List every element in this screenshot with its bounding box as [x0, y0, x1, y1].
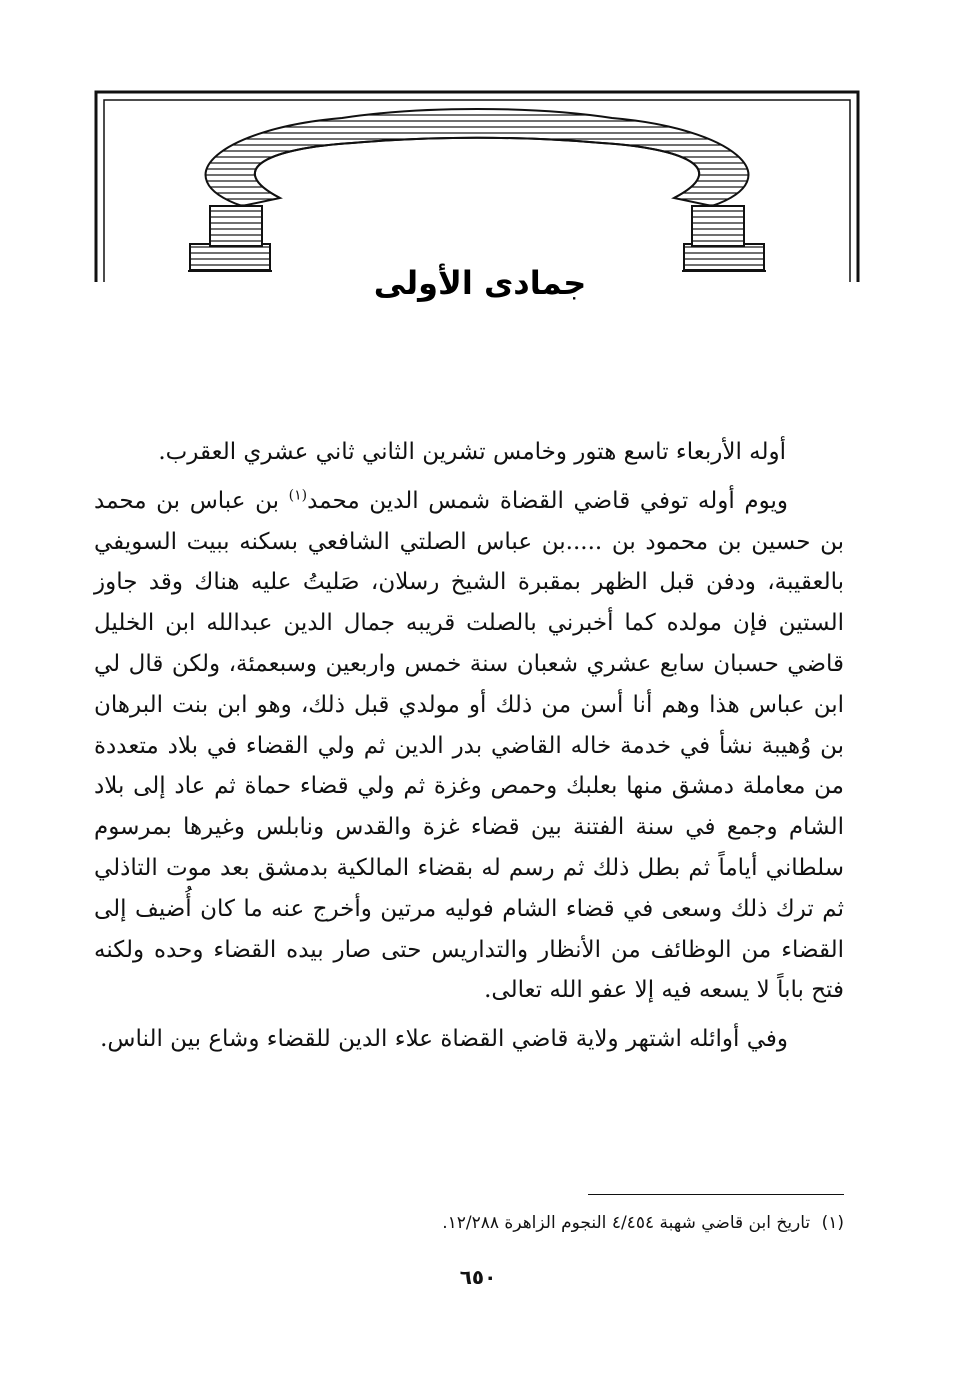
footnote-divider: [588, 1194, 844, 1195]
paragraph-month-start: أوله الأربعاء تاسع هتور وخامس تشرين الثاني ثاني عشري العقرب.: [158, 439, 786, 465]
footnote-text: تاريخ ابن قاضي شهبة ٤/٤٥٤ النجوم الزاهرة ١٢/٢٨٨.: [442, 1213, 811, 1233]
obituary-text-rest: بن عباس بن محمد بن حسين بن محمود بن .....بن عباس الصلتي الشافعي بسكنه ببيت السويفي بالعقيبة، ودفن قبل الظهر بمقبرة الشيخ رسلان، صَليتُ عليه هناك وقد جاوز الستين فإن مولده كما أخبرني بالصلت قريبه جمال الدين عبدالله ابن الخليل قاضي حسبان سابع عشري شعبان سنة خمس واربعين وسبعمئة، ولكن قال لي ابن عباس هذا وهم أنا أسن من ذلك أو مولدي قبل ذلك، وهو ابن بنت البرهان بن وُهيبة نشأ في خدمة خاله القاضي بدر الدين ثم ولي القضاء في بلاد متعددة من معاملة دمشق منها بعلبك وحمص وغزة ثم ولي قضاء حماة ثم عاد إلى بلاد الشام وجمع في سنة الفتنة بين قضاء غزة والقدس ونابلس وغيرها بمرسوم سلطاني أياماً ثم بطل ذلك ثم رسم له بقضاء المالكية بدمشق بعد موت التاذلي ثم ترك ذلك وسعى في قضاء الشام فوليه مرتين وأخرج عنه ما كان أُضيف إلى القضاء من الوظائف من الأنظار والتداريس حتى صار بيده القضاء وحده ولكنه فتح باباً لا يسعه فيه إلا عفو الله تعالى.: [94, 487, 844, 1004]
footnote: [200, 1208, 844, 1238]
footnote-marker: (١): [821, 1213, 844, 1233]
body-text: [94, 432, 844, 1068]
paragraph-appointment: وفي أوائله اشتهر ولاية قاضي القضاة علاء الدين للقضاء وشاع بين الناس.: [100, 1026, 788, 1053]
page-number: ٦٥٠: [459, 1265, 497, 1289]
chapter-title: جمادى الأولى: [373, 264, 587, 302]
obituary-text-start: ويوم أوله توفي قاضي القضاة شمس الدين محمد: [307, 487, 788, 514]
paragraph-obituary: [94, 481, 844, 1011]
footnote-reference[interactable]: (١): [288, 487, 308, 504]
